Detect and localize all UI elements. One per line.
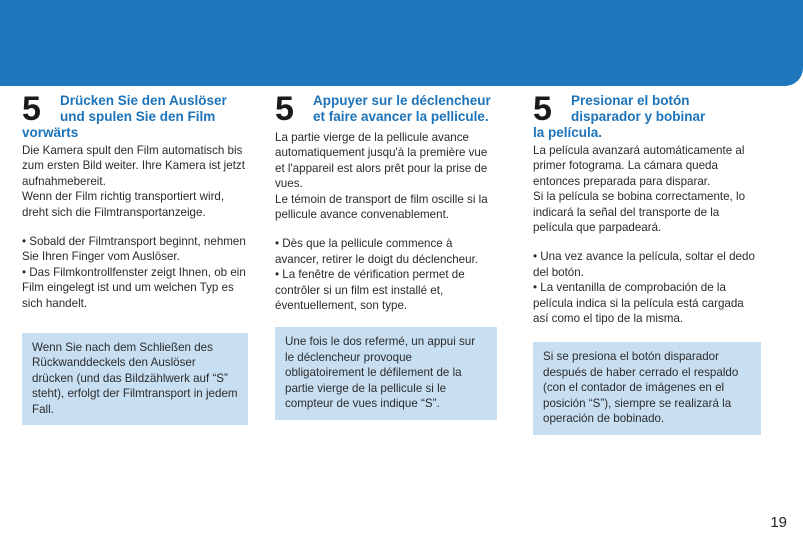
header-band <box>0 0 803 86</box>
step-body <box>275 130 497 313</box>
paragraph: Si la película se bobina correctamente, lo indicará la señal del transporte de la película que parpadeará. <box>533 190 746 235</box>
bullet-item: • Una vez avance la película, soltar el dedo del botón. <box>533 250 755 279</box>
step-title <box>533 92 761 141</box>
bullet-item: • Dès que la pellicule commence à avancer, retirer le doigt du déclencheur. <box>275 237 479 266</box>
step-body <box>22 143 248 311</box>
paragraph: Wenn der Film richtig transportiert wird, dreht sich die Filmtransportanzeige. <box>22 190 225 219</box>
step-number: 5 <box>275 90 294 128</box>
step-heading <box>533 92 761 141</box>
bullet-item: • La ventanilla de comprobación de la película indica si la película está cargada así como el tipo de la misma. <box>533 281 744 326</box>
note-box: Wenn Sie nach dem Schließen des Rückwanddeckels den Auslöser drücken (und das Bildzählwerk auf “S” steht), erfolgt der Filmtransport in jedem Fall. <box>22 333 248 425</box>
bullet-item: • Sobald der Filmtransport beginnt, nehmen Sie Ihren Finger vom Auslöser. <box>22 235 246 264</box>
bullet-item: • Das Filmkontrollfenster zeigt Ihnen, ob ein Film eingelegt ist und um welchen Typ es sich handelt. <box>22 265 246 310</box>
title-line-2: disparador y bobinar <box>571 109 706 124</box>
step-heading <box>275 92 497 128</box>
title-line-2: und spulen Sie den Film <box>60 109 216 124</box>
step-number: 5 <box>22 90 41 128</box>
paragraph: Die Kamera spult den Film automatisch bis zum ersten Bild weiter. Ihre Kamera ist jetzt aufnahmebereit. <box>22 144 245 188</box>
paragraph: La película avanzará automáticamente al primer fotograma. La cámara queda entonces preparada para disparar. <box>533 144 745 188</box>
title-line-1: Drücken Sie den Auslöser <box>60 93 227 108</box>
column-spanish <box>533 92 761 435</box>
column-french <box>275 92 497 420</box>
step-heading <box>22 92 248 141</box>
paragraph: La partie vierge de la pellicule avance automatiquement jusqu'à la première vue et l'appareil est alors prêt pour la prise de vues. <box>275 131 488 191</box>
column-german <box>22 92 248 425</box>
title-tail: vorwärts <box>22 125 79 140</box>
bullet-item: • La fenêtre de vérification permet de contrôler si un film est installé et, éventuellement, son type. <box>275 268 465 313</box>
step-title <box>275 90 497 128</box>
note-box: Une fois le dos refermé, un appui sur le déclencheur provoque obligatoirement le défilement de la partie vierge de la pellicule si le compteur de vues indique “S”. <box>275 327 497 419</box>
paragraph: Le témoin de transport de film oscille si la pellicule avance convenablement. <box>275 192 488 222</box>
title-line-1: Presionar el botón <box>571 93 690 108</box>
page-number: 19 <box>770 514 787 531</box>
title-tail: la película. <box>533 125 603 140</box>
note-box: Si se presiona el botón disparador después de haber cerrado el respaldo (con el contador de imágenes en el posición “S”), siempre se realizará la operación de bobinado. <box>533 342 761 434</box>
step-body <box>533 143 761 326</box>
title-line-2: et faire avancer la pellicule. <box>313 109 489 124</box>
step-title <box>22 92 248 141</box>
title-line-1: Appuyer sur le déclencheur <box>313 93 491 108</box>
step-number: 5 <box>533 90 552 128</box>
